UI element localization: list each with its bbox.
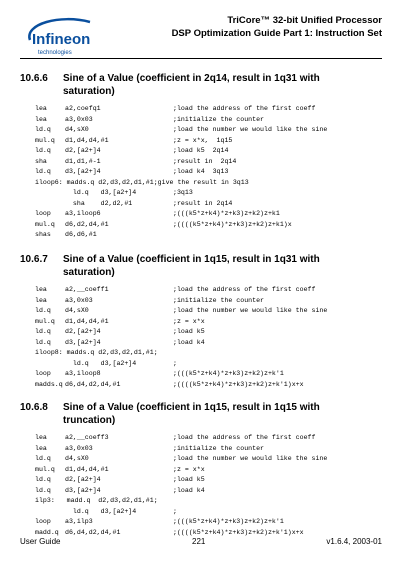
code-label: lea <box>35 286 47 293</box>
code-line <box>35 230 327 241</box>
code-comment: ;initialize the counter <box>173 115 265 123</box>
code-comment: ;load the number we would like the sine <box>173 126 328 133</box>
code-label: ld.q <box>35 455 51 462</box>
code-label: mul.q <box>35 465 55 473</box>
code-comment: ;((((k5*z+k4)*z+k3)z+k2)z+k1)x <box>173 220 292 228</box>
code-comment: ;load the number we would like the sine <box>173 455 328 462</box>
code-operands: d6,d6,#1 <box>65 231 97 238</box>
code-label: ld.q <box>35 147 51 154</box>
code-operands: ld.q d3,[a2+]4 <box>65 359 137 367</box>
code-line <box>35 380 327 391</box>
header-title: TriCore™ 32-bit Unified Processor <box>227 15 382 26</box>
code-operands: a2,__coeff1 <box>65 286 109 293</box>
code-line <box>35 285 327 296</box>
code-line <box>35 348 327 359</box>
code-line <box>35 369 327 380</box>
code-label: ld.q <box>35 486 51 494</box>
section-heading <box>20 401 320 427</box>
code-comment: ;result in 2q14 <box>173 157 237 165</box>
code-operands: d6,d2,d4,#1 <box>65 220 109 228</box>
code-operands: d1,d4,d4,#1 <box>65 465 109 473</box>
code-line <box>35 317 327 328</box>
code-comment: ;(((k5*z+k4)*z+k3)z+k2)z+k'1 <box>173 518 284 525</box>
code-operands: d2,[a2+]4 <box>65 476 101 483</box>
code-line <box>35 115 327 126</box>
code-operands: d2,[a2+]4 <box>65 328 101 335</box>
header-rule <box>20 58 382 59</box>
code-line <box>35 486 327 497</box>
code-comment: ;load k5 <box>173 476 205 483</box>
code-comment: ;load k5 <box>173 328 205 335</box>
code-label: ld.q <box>35 338 51 346</box>
code-label: lea <box>35 115 47 123</box>
footer-version: v1.6.4, 2003-01 <box>326 537 382 546</box>
code-line <box>35 528 327 539</box>
code-text: ilp3: madd.q d2,d3,d2,d1,#1; <box>35 497 158 504</box>
code-line <box>35 306 327 317</box>
code-operands: ld.q d3,[a2+]4 <box>65 189 137 196</box>
code-label: lea <box>35 434 47 441</box>
code-line <box>35 433 327 444</box>
code-comment: ;load k5 2q14 <box>173 147 229 154</box>
code-comment: ;load k4 <box>173 338 205 346</box>
code-line <box>35 104 327 115</box>
code-comment: ;initialize the counter <box>173 296 265 304</box>
code-line <box>35 444 327 455</box>
code-line <box>35 125 327 136</box>
code-operands: a2,__coeff3 <box>65 434 109 441</box>
code-label: shas <box>35 231 51 238</box>
code-label: mul.q <box>35 220 55 228</box>
code-block <box>35 285 327 390</box>
code-line <box>35 146 327 157</box>
code-operands: d1,d1,#-1 <box>65 157 101 165</box>
code-comment: ;((((k5*z+k4)*z+k3)z+k2)z+k'1)x+x <box>173 528 304 536</box>
section-title-cont: saturation) <box>63 267 115 278</box>
code-label: ld.q <box>35 328 51 335</box>
code-line <box>35 220 327 231</box>
infineon-logo <box>20 14 98 58</box>
code-operands: a3,0x03 <box>65 296 93 304</box>
section-title: Sine of a Value (coefficient in 1q15, result in 1q15 with <box>63 402 320 413</box>
code-block <box>35 104 327 241</box>
footer-left: User Guide <box>20 537 61 546</box>
code-label: loop <box>35 518 51 525</box>
code-line <box>35 338 327 349</box>
code-line <box>35 209 327 220</box>
code-operands: a3,0x03 <box>65 115 93 123</box>
section-title-cont: saturation) <box>63 86 115 97</box>
code-operands: a3,0x03 <box>65 444 93 452</box>
code-text: iloop8: madds.q d2,d3,d2,d1,#1; <box>35 349 158 356</box>
code-label: madd.q <box>35 528 59 536</box>
code-comment: ;3q13 <box>173 189 193 196</box>
code-label: lea <box>35 444 47 452</box>
code-operands: a3,iloop8 <box>65 370 101 377</box>
code-line <box>35 157 327 168</box>
code-label: ld.q <box>35 307 51 314</box>
page-number: 221 <box>192 537 206 546</box>
section-heading <box>20 72 320 98</box>
code-operands: d6,d4,d2,d4,#1 <box>65 528 121 536</box>
code-line <box>35 327 327 338</box>
section-heading <box>20 253 320 279</box>
code-line <box>35 465 327 476</box>
code-comment: ;load k4 <box>173 486 205 494</box>
code-label: mul.q <box>35 136 55 144</box>
section-number: 10.6.8 <box>20 402 48 413</box>
logo-tagline: technologies <box>38 50 72 56</box>
code-operands: sha d2,d2,#1 <box>65 199 133 207</box>
code-label: loop <box>35 370 51 377</box>
code-label: ld.q <box>35 168 51 175</box>
code-operands: a2,coefq1 <box>65 105 101 112</box>
code-line <box>35 496 327 507</box>
code-comment: ;initialize the counter <box>173 444 265 452</box>
code-comment: ; <box>173 507 177 515</box>
code-operands: d4,sX0 <box>65 126 89 133</box>
code-comment: ;result in 2q14 <box>173 199 233 207</box>
code-operands: d1,d4,d4,#1 <box>65 136 109 144</box>
code-line <box>35 178 327 189</box>
code-line <box>35 517 327 528</box>
code-line <box>35 188 327 199</box>
header-subtitle: DSP Optimization Guide Part 1: Instruction Set <box>171 28 382 39</box>
code-label: ld.q <box>35 126 51 133</box>
code-operands: a3,iloop6 <box>65 210 101 217</box>
code-label: ld.q <box>35 476 51 483</box>
code-operands: d2,[a2+]4 <box>65 147 101 154</box>
code-line <box>35 359 327 370</box>
code-operands: d4,sX0 <box>65 307 89 314</box>
code-label: lea <box>35 296 47 304</box>
code-label: sha <box>35 157 47 165</box>
logo-name: Infineon <box>32 31 91 48</box>
code-label: lea <box>35 105 47 112</box>
code-comment: ;load the address of the first coeff <box>173 434 316 441</box>
section-number: 10.6.7 <box>20 254 48 265</box>
code-comment: ; <box>173 359 177 367</box>
code-label: loop <box>35 210 51 217</box>
code-line <box>35 507 327 518</box>
code-operands: a3,ilp3 <box>65 518 93 525</box>
code-comment: ;z = x*x <box>173 317 205 325</box>
code-line <box>35 167 327 178</box>
code-comment: ;z = x*x, 1q15 <box>173 136 233 144</box>
section-title-cont: truncation) <box>63 415 116 426</box>
code-text: iloop6: madds.q d2,d3,d2,d1,#1;give the result in 3q13 <box>35 178 249 186</box>
code-label: mul.q <box>35 317 55 325</box>
code-comment: ;((((k5*z+k4)*z+k3)z+k2)z+k'1)x+x <box>173 380 304 388</box>
section-number: 10.6.6 <box>20 73 48 84</box>
code-block <box>35 433 327 538</box>
code-line <box>35 454 327 465</box>
page-header <box>172 14 382 40</box>
code-comment: ;(((k5*z+k4)*z+k3)z+k2)z+k'1 <box>173 370 284 377</box>
code-label: madds.q <box>35 380 63 388</box>
code-comment: ;load the address of the first coeff <box>173 105 316 112</box>
section-title: Sine of a Value (coefficient in 1q15, result in 1q31 with <box>63 254 320 265</box>
code-line <box>35 296 327 307</box>
code-line <box>35 475 327 486</box>
code-comment: ;load the address of the first coeff <box>173 286 316 293</box>
code-comment: ;load k4 3q13 <box>173 168 229 175</box>
code-comment: ;z = x*x <box>173 465 205 473</box>
code-operands: d3,[a2+]4 <box>65 168 101 175</box>
code-operands: ld.q d3,[a2+]4 <box>65 507 137 515</box>
code-operands: d4,sX0 <box>65 455 89 462</box>
code-operands: d3,[a2+]4 <box>65 338 101 346</box>
code-comment: ;(((k5*z+k4)*z+k3)z+k2)z+k1 <box>173 210 280 217</box>
code-operands: d6,d4,d2,d4,#1 <box>65 380 121 388</box>
code-operands: d3,[a2+]4 <box>65 486 101 494</box>
code-operands: d1,d4,d4,#1 <box>65 317 109 325</box>
section-title: Sine of a Value (coefficient in 2q14, result in 1q31 with <box>63 73 320 84</box>
code-line <box>35 199 327 210</box>
code-comment: ;load the number we would like the sine <box>173 307 328 314</box>
code-line <box>35 136 327 147</box>
